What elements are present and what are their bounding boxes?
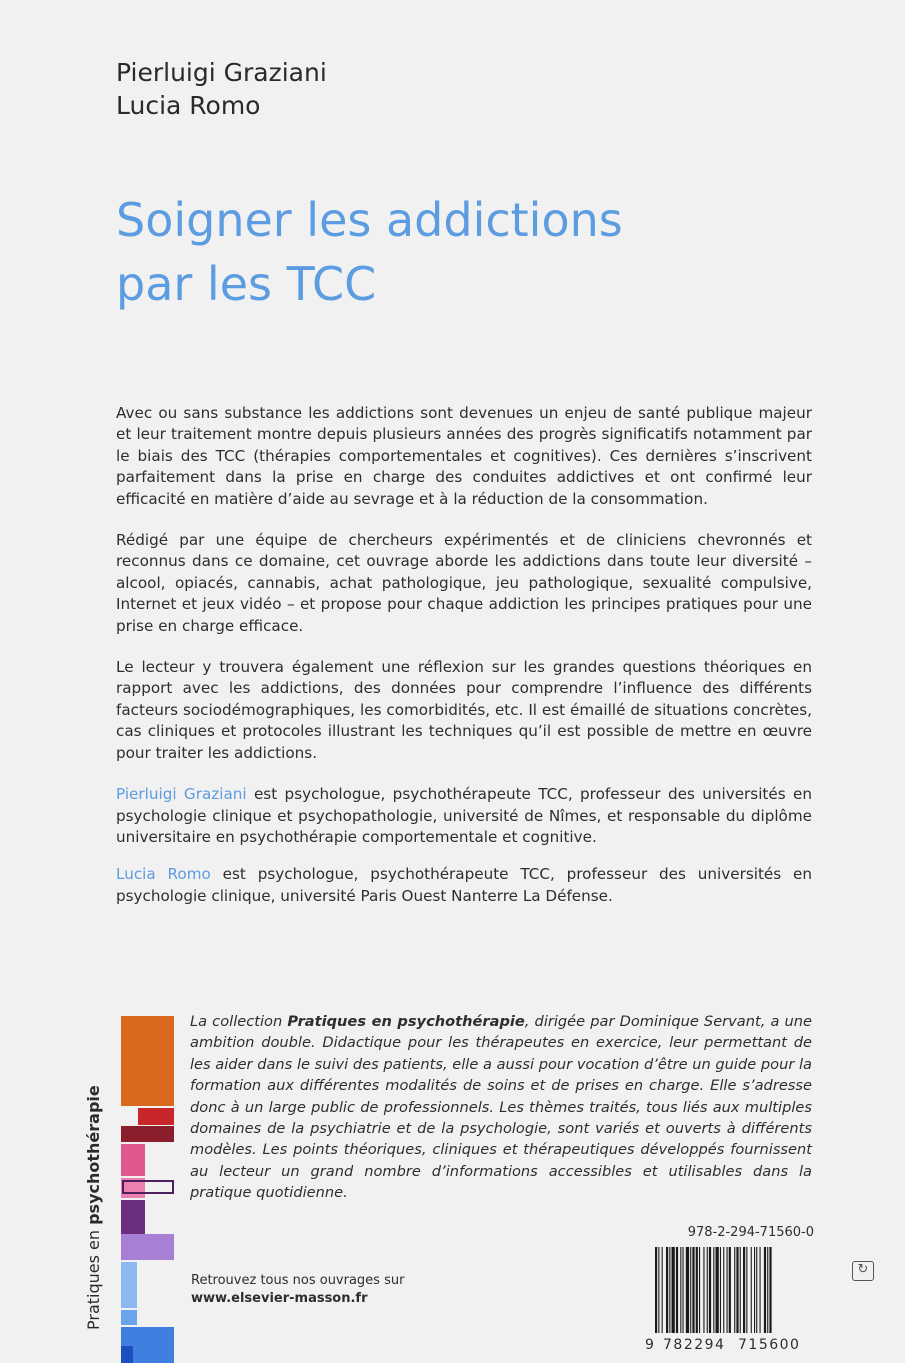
author-name: Pierluigi Graziani — [116, 58, 327, 87]
barcode-bar — [764, 1247, 766, 1333]
barcode-bar — [683, 1247, 684, 1333]
color-block-orange — [121, 1016, 174, 1106]
isbn: 978-2-294-71560-0 — [687, 1225, 814, 1240]
website-line: Retrouvez tous nos ouvrages sur — [191, 1273, 405, 1288]
back-cover-text — [116, 403, 812, 923]
barcode-bar — [662, 1247, 663, 1333]
barcode-bar — [743, 1247, 745, 1333]
barcode-bar — [720, 1247, 721, 1333]
color-block-pink — [121, 1144, 145, 1176]
barcode-bars — [655, 1247, 772, 1333]
author-name: Lucia Romo — [116, 91, 261, 120]
bio-text: est psychologue, psychothérapeute TCC, professeur des universités en psychologie clinique et psychopathologie, université de Nîmes, et responsable du diplôme universitaire en psychothérapie comportementale et cognitive. — [116, 785, 812, 846]
color-block-blue-small — [121, 1346, 133, 1363]
barcode-bar — [734, 1247, 735, 1333]
paragraph: Avec ou sans substance les addictions sont devenues un enjeu de santé publique majeur et leur traitement montre depuis plusieurs années des progrès significatifs notamment par le biais des TCC (thérapies comportementales et cognitives). Ces dernières s’inscrivent parfaitement dans la prise en charge des conduites addictives et ont confirmé leur efficacité en matière d’aide au sevrage et à la réduction de la consommation. — [116, 404, 812, 508]
barcode-bar — [666, 1247, 668, 1333]
color-block-darkred — [121, 1126, 174, 1142]
author-bio — [116, 864, 812, 907]
barcode-bar — [680, 1247, 681, 1333]
barcode — [643, 1247, 813, 1351]
collection-text: , dirigée par Dominique Servant, a une ambition double. Didactique pour les thérapeutes en exercice, leur permettant de les aider dans le suivi des patients, elle a aussi pour vocation d’être un guide pour la formation aux différentes modalités de soins et de prises en charge. Elle s’adresse donc à un large public de professionnels. Les thèmes traités, tous liés aux multiples domaines de la psychiatrie et de la psychologie, sont variés et ouverts à différents modèles. Les points théoriques, cliniques et thérapeutiques développés fournissent au lecteur un grand nombre d’informations accessibles et utilisables dans la pratique quotidienne. — [190, 1013, 813, 1202]
barcode-bar — [754, 1247, 755, 1333]
barcode-bar — [746, 1247, 747, 1333]
barcode-bar — [760, 1247, 761, 1333]
authors — [116, 56, 327, 122]
barcode-bar — [740, 1247, 741, 1333]
barcode-bar — [669, 1247, 670, 1333]
barcode-bar — [692, 1247, 694, 1333]
series-color-blocks — [116, 1016, 178, 1363]
barcode-bar — [672, 1247, 675, 1333]
barcode-bar — [707, 1247, 708, 1333]
author-bio — [116, 784, 812, 848]
barcode-bar — [690, 1247, 691, 1333]
collection-intro: La collection — [190, 1013, 288, 1030]
color-block-lightblue-wide — [121, 1310, 137, 1325]
barcode-digits-right: 715600 — [738, 1337, 801, 1351]
bio-name: Pierluigi Graziani — [116, 785, 247, 804]
barcode-bar — [723, 1247, 724, 1333]
barcode-digits-left: 782294 — [663, 1337, 726, 1351]
series-label-prefix: Pratiques en — [84, 1224, 103, 1330]
barcode-bar — [767, 1247, 768, 1333]
barcode-bar — [699, 1247, 700, 1333]
barcode-bar — [716, 1247, 719, 1333]
barcode-bar — [713, 1247, 714, 1333]
bio-text: est psychologue, psychothérapeute TCC, professeur des universités en psychologie clinique, université Paris Ouest Nanterre La Défense. — [116, 865, 812, 905]
website-block — [191, 1272, 404, 1308]
paragraph: Rédigé par une équipe de chercheurs expérimentés et de cliniciens chevronnés et reconnus dans ce domaine, cet ouvrage aborde les addictions dans toute leur diversité – alcool, opiacés, cannabis, achat pathologique, jeu pathologique, sexualité compulsive, Internet et jeux vidéo – et propose pour chaque addiction les principes pratiques pour une prise en charge efficace. — [116, 531, 812, 635]
barcode-bar — [686, 1247, 689, 1333]
barcode-bar — [727, 1247, 728, 1333]
barcode-digit-first: 9 — [645, 1337, 654, 1351]
paragraph: Le lecteur y trouvera également une réflexion sur les grandes questions théoriques en rapport avec les addictions, des données pour comprendre l’influence des différents facteurs sociodémographiques, les comorbidités, etc. Il est émaillé de situations concrètes, cas cliniques et protocoles illustrant les techniques qu’il est possible de mettre en œuvre pour traiter les addictions. — [116, 658, 812, 762]
barcode-bar — [729, 1247, 731, 1333]
barcode-bar — [756, 1247, 757, 1333]
color-block-lavender — [121, 1234, 174, 1260]
barcode-bar — [676, 1247, 678, 1333]
recycle-icon: ↻ — [852, 1261, 874, 1281]
collection-name: Pratiques en psychothérapie — [287, 1013, 525, 1030]
color-block-purple-outline — [122, 1180, 174, 1194]
title-line: par les TCC — [116, 257, 377, 311]
website-url[interactable]: www.elsevier-masson.fr — [191, 1291, 368, 1306]
collection-description — [190, 1011, 812, 1204]
barcode-bar — [655, 1247, 657, 1333]
barcode-bar — [696, 1247, 698, 1333]
barcode-bar — [703, 1247, 704, 1333]
color-block-lightblue — [121, 1262, 137, 1308]
book-title — [116, 188, 623, 316]
barcode-bar — [658, 1247, 659, 1333]
series-label — [84, 1010, 103, 1330]
barcode-bar — [709, 1247, 711, 1333]
series-label-bold: psychothérapie — [84, 1085, 103, 1225]
barcode-bar — [751, 1247, 752, 1333]
color-block-red — [138, 1108, 174, 1125]
barcode-bar — [769, 1247, 771, 1333]
barcode-bar — [736, 1247, 738, 1333]
title-line: Soigner les addictions — [116, 193, 623, 247]
bio-name: Lucia Romo — [116, 865, 211, 884]
